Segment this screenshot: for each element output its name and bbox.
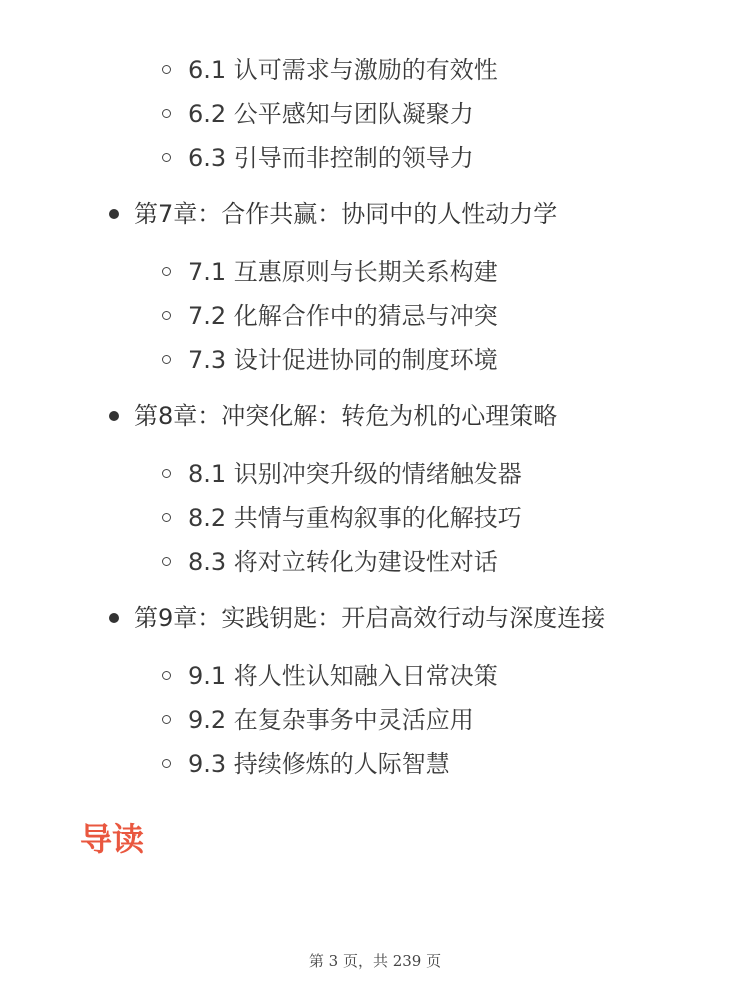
hollow-circle-icon <box>162 267 171 276</box>
toc-section-label: 7.1 互惠原则与长期关系构建 <box>188 258 498 286</box>
toc-chapter-item[interactable] <box>0 192 750 236</box>
toc-section-item[interactable] <box>0 48 750 92</box>
hollow-circle-icon <box>162 715 171 724</box>
toc-section-label: 9.2 在复杂事务中灵活应用 <box>188 706 474 734</box>
filled-dot-icon <box>109 613 119 623</box>
toc-section-label: 6.3 引导而非控制的领导力 <box>188 144 474 172</box>
toc-section-label: 8.3 将对立转化为建设性对话 <box>188 548 498 576</box>
toc-section-item[interactable] <box>0 338 750 382</box>
hollow-circle-icon <box>162 311 171 320</box>
section-heading: 导读 <box>80 820 145 858</box>
toc-section-label: 9.1 将人性认知融入日常决策 <box>188 662 498 690</box>
page-number-footer: 第 3 页，共 239 页 <box>308 952 442 970</box>
table-of-contents <box>0 48 750 786</box>
toc-section-label: 8.1 识别冲突升级的情绪触发器 <box>188 460 522 488</box>
hollow-circle-icon <box>162 355 171 364</box>
hollow-circle-icon <box>162 557 171 566</box>
toc-chapter-label: 第9章：实践钥匙：开启高效行动与深度连接 <box>134 604 606 632</box>
toc-section-label: 6.2 公平感知与团队凝聚力 <box>188 100 474 128</box>
toc-section-item[interactable] <box>0 698 750 742</box>
toc-chapter-label: 第7章：合作共赢：协同中的人性动力学 <box>134 200 558 228</box>
hollow-circle-icon <box>162 469 171 478</box>
toc-section-item[interactable] <box>0 540 750 584</box>
hollow-circle-icon <box>162 513 171 522</box>
toc-section-label: 7.2 化解合作中的猜忌与冲突 <box>188 302 498 330</box>
toc-chapter-label: 第8章：冲突化解：转危为机的心理策略 <box>134 402 558 430</box>
toc-section-item[interactable] <box>0 136 750 180</box>
toc-section-item[interactable] <box>0 92 750 136</box>
toc-section-item[interactable] <box>0 654 750 698</box>
hollow-circle-icon <box>162 671 171 680</box>
hollow-circle-icon <box>162 759 171 768</box>
filled-dot-icon <box>109 209 119 219</box>
hollow-circle-icon <box>162 65 171 74</box>
toc-section-item[interactable] <box>0 742 750 786</box>
filled-dot-icon <box>109 411 119 421</box>
toc-section-label: 7.3 设计促进协同的制度环境 <box>188 346 498 374</box>
toc-section-item[interactable] <box>0 452 750 496</box>
hollow-circle-icon <box>162 153 171 162</box>
toc-section-item[interactable] <box>0 250 750 294</box>
toc-section-label: 6.1 认可需求与激励的有效性 <box>188 56 498 84</box>
toc-section-label: 8.2 共情与重构叙事的化解技巧 <box>188 504 522 532</box>
toc-chapter-item[interactable] <box>0 596 750 640</box>
toc-chapter-item[interactable] <box>0 394 750 438</box>
toc-section-label: 9.3 持续修炼的人际智慧 <box>188 750 450 778</box>
toc-section-item[interactable] <box>0 294 750 338</box>
toc-section-item[interactable] <box>0 496 750 540</box>
hollow-circle-icon <box>162 109 171 118</box>
